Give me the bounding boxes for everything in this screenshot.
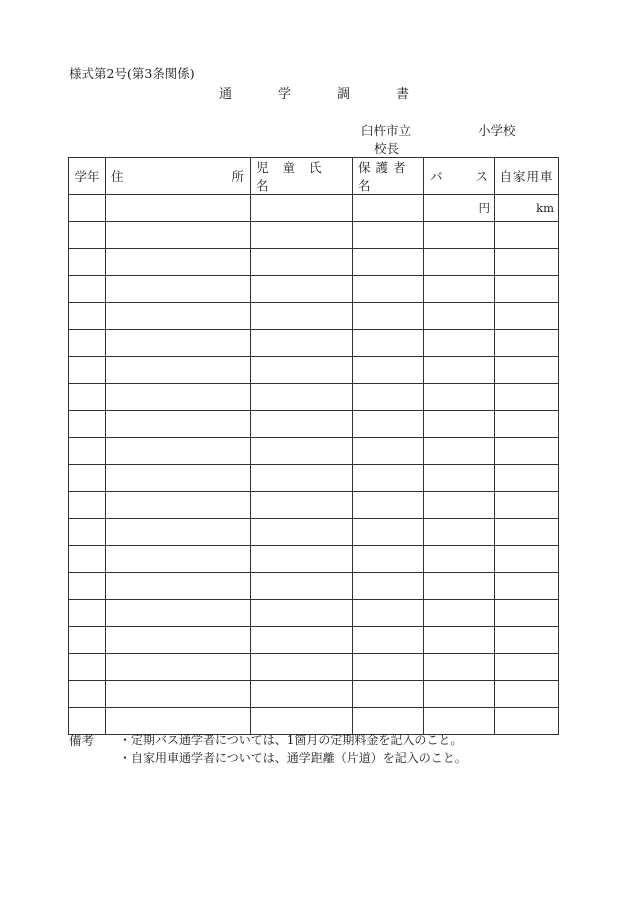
car-distance-cell[interactable] (495, 519, 559, 546)
address-cell[interactable] (106, 600, 251, 627)
grade-cell[interactable] (69, 465, 106, 492)
child-name-cell[interactable] (251, 465, 353, 492)
guardian-name-cell[interactable] (353, 492, 424, 519)
grade-cell[interactable] (69, 276, 106, 303)
guardian-name-cell[interactable] (353, 357, 424, 384)
grade-cell[interactable] (69, 357, 106, 384)
car-distance-cell[interactable] (495, 330, 559, 357)
address-cell[interactable] (106, 330, 251, 357)
address-cell[interactable] (106, 546, 251, 573)
car-distance-cell[interactable] (495, 438, 559, 465)
bus-fare-cell[interactable] (424, 249, 495, 276)
bus-fare-cell[interactable] (424, 573, 495, 600)
child-name-cell[interactable] (251, 222, 353, 249)
form-number: 様式第2号(第3条関係) (69, 66, 195, 81)
grade-cell[interactable] (69, 330, 106, 357)
table-row (69, 411, 559, 438)
car-unit-label: km (495, 195, 559, 222)
car-distance-cell[interactable] (495, 654, 559, 681)
grade-cell[interactable] (69, 600, 106, 627)
table-row (69, 384, 559, 411)
child-name-cell[interactable] (251, 627, 353, 654)
bus-fare-cell[interactable] (424, 627, 495, 654)
guardian-name-cell[interactable] (353, 519, 424, 546)
grade-cell[interactable] (69, 303, 106, 330)
car-distance-cell[interactable] (495, 708, 559, 735)
bus-fare-cell[interactable] (424, 492, 495, 519)
grade-cell[interactable] (69, 627, 106, 654)
child-name-cell[interactable] (251, 438, 353, 465)
child-name-cell[interactable] (251, 249, 353, 276)
remarks-note: ・定期バス通学者については、1箇月の定期料金を記入のこと。 (119, 733, 463, 747)
car-distance-cell[interactable] (495, 546, 559, 573)
address-cell[interactable] (106, 249, 251, 276)
car-distance-cell[interactable] (495, 249, 559, 276)
table-row (69, 573, 559, 600)
address-cell[interactable] (106, 303, 251, 330)
child-name-cell[interactable] (251, 573, 353, 600)
child-name-cell[interactable] (251, 195, 353, 222)
grade-cell[interactable] (69, 654, 106, 681)
guardian-name-cell[interactable] (353, 195, 424, 222)
remarks-note: ・自家用車通学者については、通学距離（片道）を記入のこと。 (119, 751, 467, 765)
bus-fare-cell[interactable] (424, 681, 495, 708)
address-cell[interactable] (106, 411, 251, 438)
grade-cell[interactable] (69, 411, 106, 438)
grade-cell[interactable] (69, 573, 106, 600)
guardian-name-cell[interactable] (353, 411, 424, 438)
table-header-row (69, 158, 559, 195)
guardian-name-cell[interactable] (353, 627, 424, 654)
guardian-name-cell[interactable] (353, 222, 424, 249)
grade-cell[interactable] (69, 195, 106, 222)
header-address (106, 158, 251, 195)
child-name-cell[interactable] (251, 492, 353, 519)
grade-cell[interactable] (69, 384, 106, 411)
header-bus-left: バ (430, 169, 443, 184)
table-row (69, 222, 559, 249)
child-name-cell[interactable] (251, 357, 353, 384)
guardian-name-cell[interactable] (353, 600, 424, 627)
car-distance-cell[interactable] (495, 600, 559, 627)
guardian-name-cell[interactable] (353, 384, 424, 411)
car-distance-cell[interactable] (495, 465, 559, 492)
child-name-cell[interactable] (251, 519, 353, 546)
address-cell[interactable] (106, 195, 251, 222)
header-address-left: 住 (111, 169, 124, 184)
address-cell[interactable] (106, 681, 251, 708)
table-row (69, 303, 559, 330)
commute-table (68, 157, 559, 735)
address-cell[interactable] (106, 573, 251, 600)
principal-label: 校長 (374, 141, 400, 156)
table-row (69, 492, 559, 519)
guardian-name-cell[interactable] (353, 465, 424, 492)
grade-cell[interactable] (69, 222, 106, 249)
guardian-name-cell[interactable] (353, 330, 424, 357)
child-name-cell[interactable] (251, 681, 353, 708)
address-cell[interactable] (106, 654, 251, 681)
table-row (69, 681, 559, 708)
header-bus (424, 158, 495, 195)
car-distance-cell[interactable] (495, 222, 559, 249)
car-distance-cell[interactable] (495, 357, 559, 384)
child-name-cell[interactable] (251, 654, 353, 681)
bus-fare-cell[interactable] (424, 465, 495, 492)
grade-cell[interactable] (69, 249, 106, 276)
guardian-name-cell[interactable] (353, 438, 424, 465)
address-cell[interactable] (106, 492, 251, 519)
address-cell[interactable] (106, 465, 251, 492)
table-row (69, 546, 559, 573)
guardian-name-cell[interactable] (353, 681, 424, 708)
document-title: 通学調書 (219, 87, 456, 102)
car-distance-cell[interactable] (495, 627, 559, 654)
grade-cell[interactable] (69, 681, 106, 708)
car-distance-cell[interactable] (495, 492, 559, 519)
bus-fare-cell[interactable] (424, 546, 495, 573)
car-distance-cell[interactable] (495, 681, 559, 708)
table-body (69, 195, 559, 735)
table-row (69, 249, 559, 276)
child-name-cell[interactable] (251, 546, 353, 573)
bus-fare-cell[interactable] (424, 519, 495, 546)
table-row (69, 465, 559, 492)
table-row (69, 330, 559, 357)
header-grade: 学年 (69, 158, 106, 195)
table-row (69, 276, 559, 303)
guardian-name-cell[interactable] (353, 276, 424, 303)
bus-fare-cell[interactable] (424, 303, 495, 330)
table-row (69, 195, 559, 222)
school-prefix: 臼杵市立 (361, 123, 412, 138)
child-name-cell[interactable] (251, 411, 353, 438)
table-row (69, 600, 559, 627)
guardian-name-cell[interactable] (353, 249, 424, 276)
address-cell[interactable] (106, 519, 251, 546)
grade-cell[interactable] (69, 519, 106, 546)
table-row (69, 357, 559, 384)
bus-fare-cell[interactable] (424, 330, 495, 357)
child-name-cell[interactable] (251, 330, 353, 357)
school-suffix: 小学校 (478, 123, 516, 138)
child-name-cell[interactable] (251, 276, 353, 303)
guardian-name-cell[interactable] (353, 303, 424, 330)
child-name-cell[interactable] (251, 600, 353, 627)
school-line (361, 121, 516, 139)
car-distance-cell[interactable] (495, 573, 559, 600)
address-cell[interactable] (106, 438, 251, 465)
grade-cell[interactable] (69, 492, 106, 519)
header-guardian-name: 保護者名 (353, 158, 424, 195)
car-distance-cell[interactable] (495, 276, 559, 303)
guardian-name-cell[interactable] (353, 654, 424, 681)
grade-cell[interactable] (69, 546, 106, 573)
remarks-label: 備考 (69, 733, 95, 748)
header-address-right: 所 (231, 169, 244, 184)
address-cell[interactable] (106, 276, 251, 303)
guardian-name-cell[interactable] (353, 573, 424, 600)
header-bus-right: ス (475, 169, 488, 184)
bus-fare-cell[interactable] (424, 276, 495, 303)
bus-fare-cell[interactable] (424, 222, 495, 249)
header-child-name: 児童氏名 (251, 158, 353, 195)
bus-fare-cell[interactable] (424, 654, 495, 681)
table-row (69, 519, 559, 546)
bus-fare-cell[interactable] (424, 600, 495, 627)
car-distance-cell[interactable] (495, 411, 559, 438)
bus-fare-cell[interactable] (424, 384, 495, 411)
header-car: 自家用車 (495, 158, 559, 195)
address-cell[interactable] (106, 384, 251, 411)
bus-fare-cell[interactable] (424, 438, 495, 465)
guardian-name-cell[interactable] (353, 546, 424, 573)
bus-fare-cell[interactable] (424, 411, 495, 438)
address-cell[interactable] (106, 627, 251, 654)
table-row (69, 654, 559, 681)
address-cell[interactable] (106, 357, 251, 384)
car-distance-cell[interactable] (495, 303, 559, 330)
grade-cell[interactable] (69, 438, 106, 465)
child-name-cell[interactable] (251, 303, 353, 330)
bus-fare-cell[interactable] (424, 357, 495, 384)
bus-unit-label: 円 (424, 195, 495, 222)
address-cell[interactable] (106, 222, 251, 249)
car-distance-cell[interactable] (495, 384, 559, 411)
child-name-cell[interactable] (251, 384, 353, 411)
table-row (69, 438, 559, 465)
table-row (69, 627, 559, 654)
